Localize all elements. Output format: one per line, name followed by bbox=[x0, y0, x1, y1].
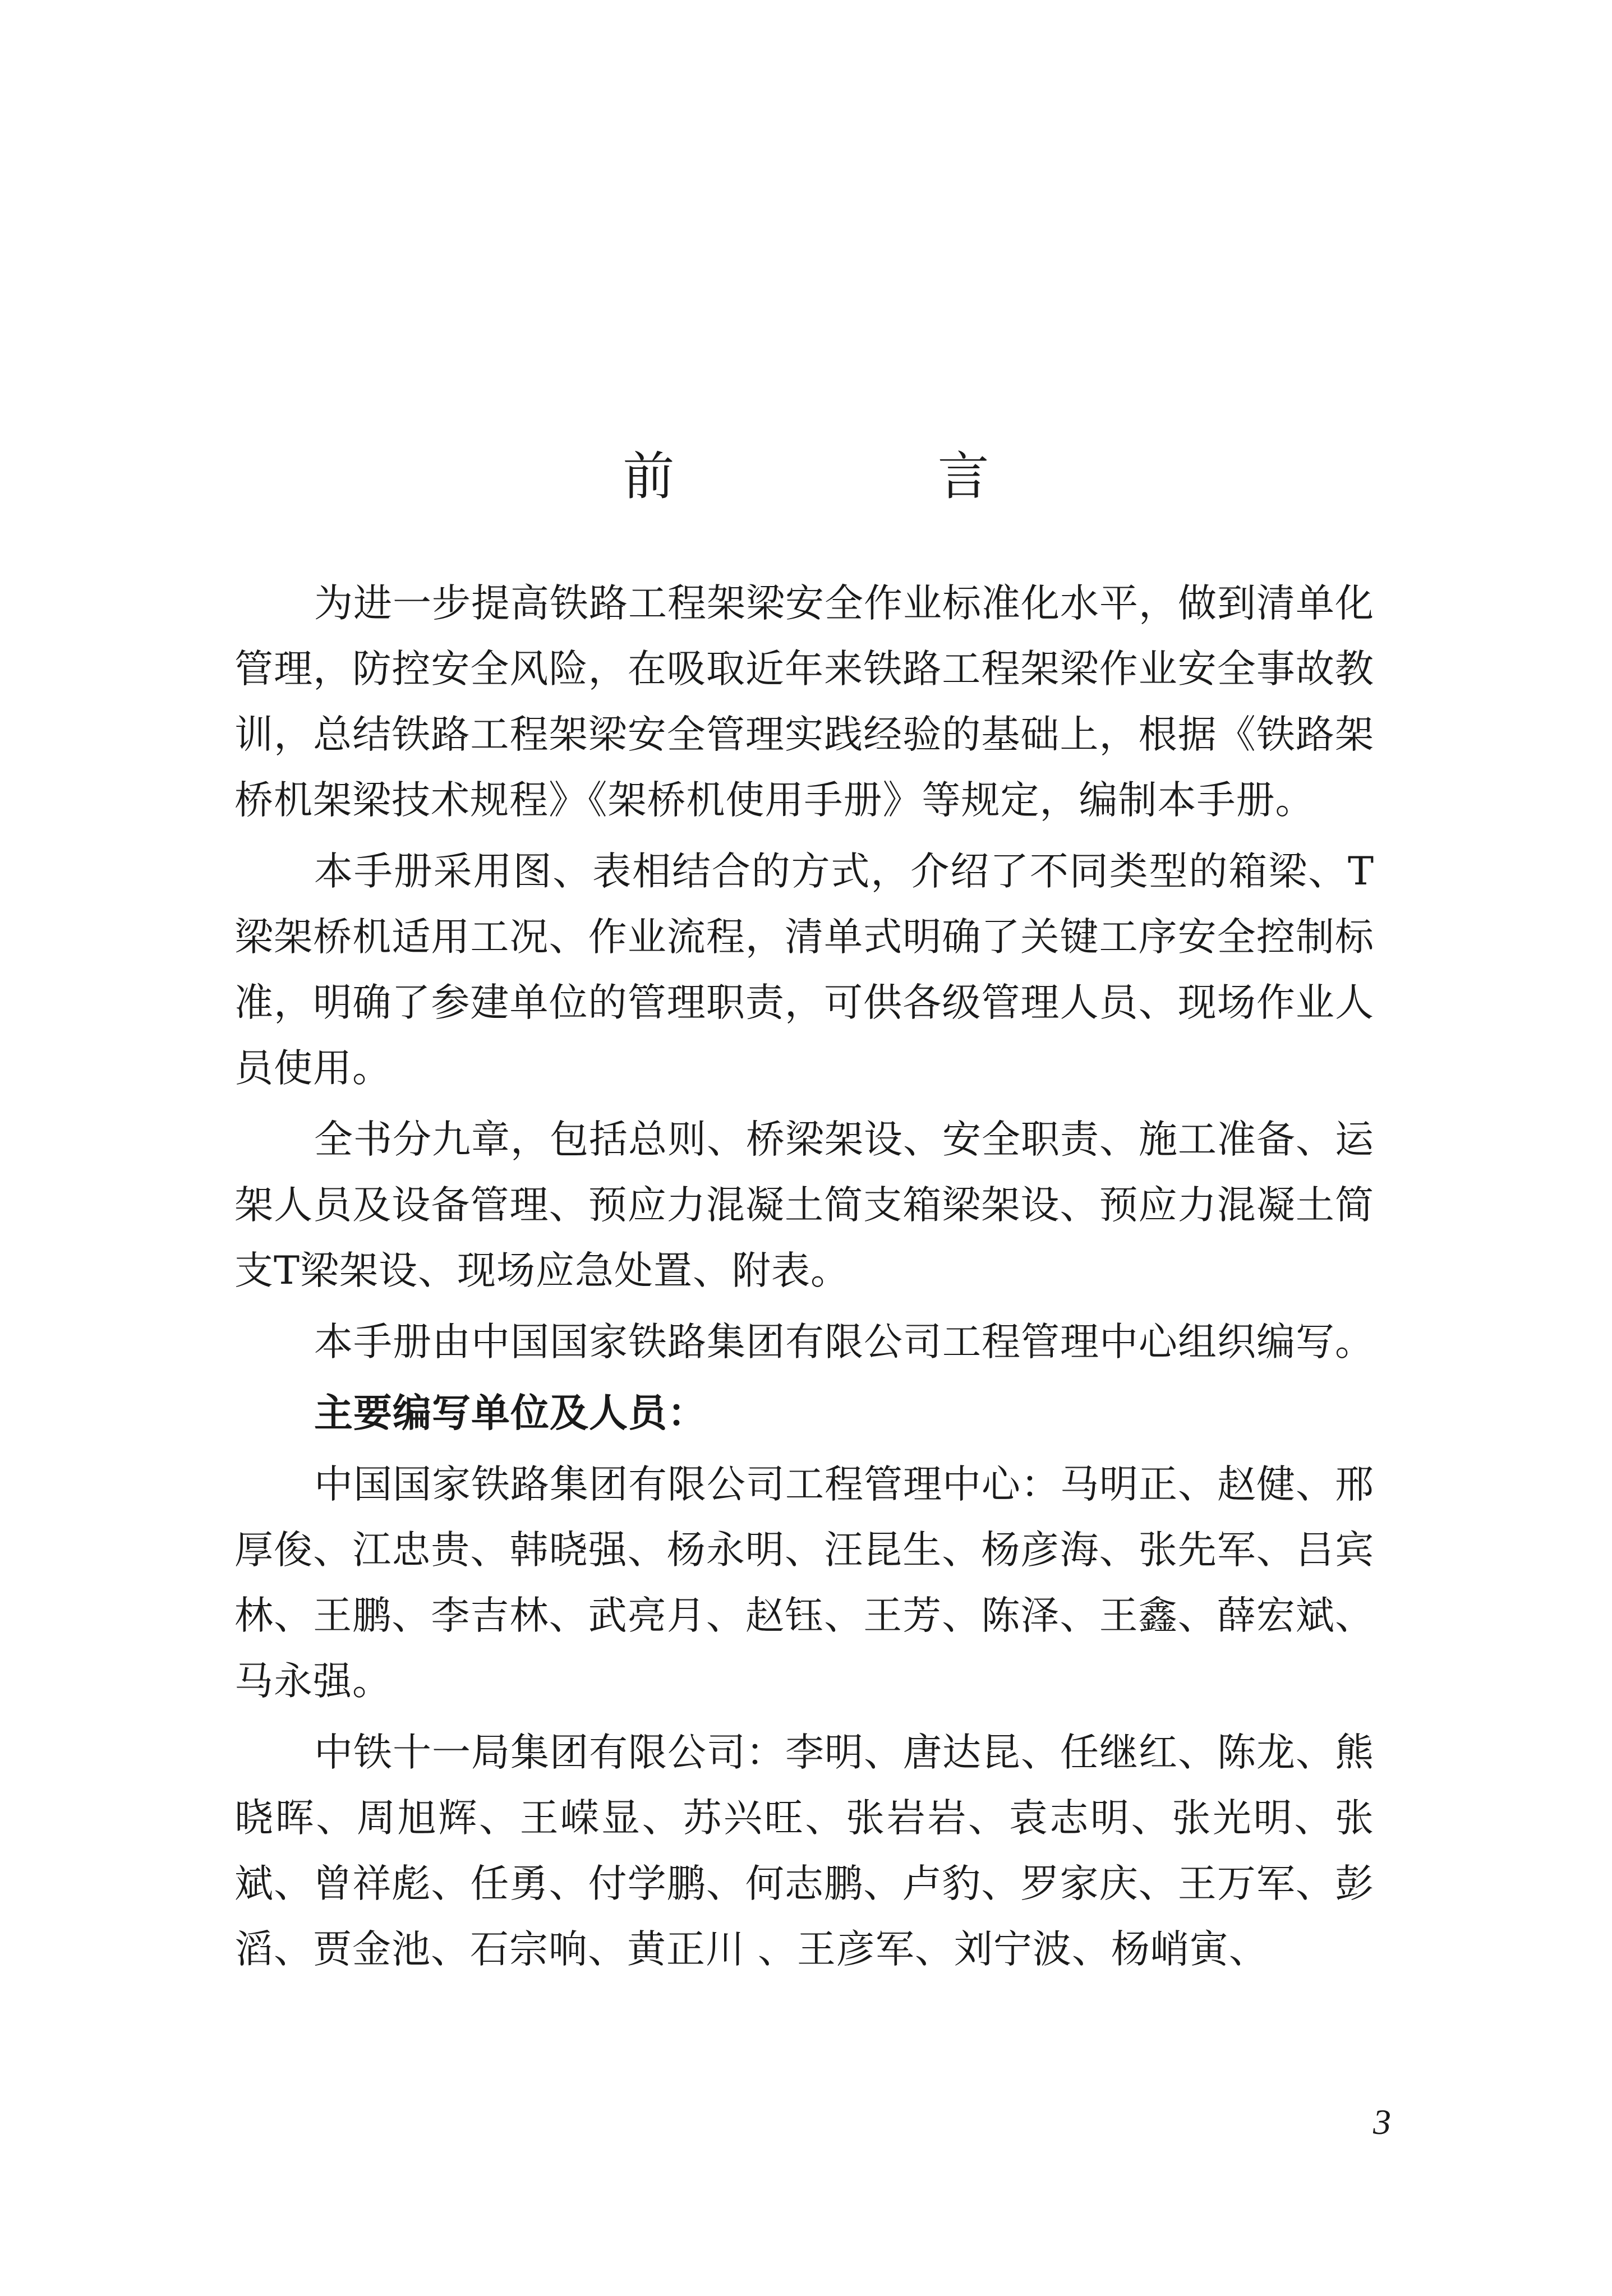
paragraph-organizer: 本手册由中国国家铁路集团有限公司工程管理中心组织编写。 bbox=[314, 1320, 1374, 1364]
preface-body bbox=[234, 571, 1374, 1988]
page-number: 3 bbox=[1373, 2102, 1391, 2142]
authors-heading: 主要编写单位及人员： bbox=[314, 1391, 707, 1436]
page-title: 前 言 bbox=[623, 446, 1113, 506]
author-group-crcc11: 中铁十一局集团有限公司：李明、唐达昆、任继红、陈龙、熊晓晖、周旭辉、王嵘显、苏兴旺、张岩岩、袁志明、张光明、张斌、曾祥彪、任勇、付学鹏、何志鹏、卢豹、罗家庆、王万军、彭滔、贾金池、石宗响、黄正川 、王彦军、刘宁波、杨峭寅、 bbox=[234, 1730, 1374, 1972]
paragraph-chapters: 全书分九章，包括总则、桥梁架设、安全职责、施工准备、运架人员及设备管理、预应力混凝土简支箱梁架设、预应力混凝土简支T梁架设、现场应急处置、附表。 bbox=[234, 1117, 1374, 1293]
paragraph-method: 本手册采用图、表相结合的方式，介绍了不同类型的箱梁、T梁架桥机适用工况、作业流程，清单式明确了关键工序安全控制标准，明确了参建单位的管理职责，可供各级管理人员、现场作业人员使用。 bbox=[234, 849, 1374, 1091]
paragraph-purpose: 为进一步提高铁路工程架梁安全作业标准化水平，做到清单化管理，防控安全风险，在吸取近年来铁路工程架梁作业安全事故教训，总结铁路工程架梁安全管理实践经验的基础上，根据《铁路架桥机架梁技术规程》《架桥机使用手册》等规定，编制本手册。 bbox=[234, 581, 1374, 823]
author-group-management-center: 中国国家铁路集团有限公司工程管理中心：马明正、赵健、邢厚俊、江忠贵、韩晓强、杨永明、汪昆生、杨彦海、张先军、吕宾林、王鹏、李吉林、武亮月、赵钰、王芳、陈泽、王鑫、薛宏斌、马永强。 bbox=[234, 1462, 1374, 1704]
